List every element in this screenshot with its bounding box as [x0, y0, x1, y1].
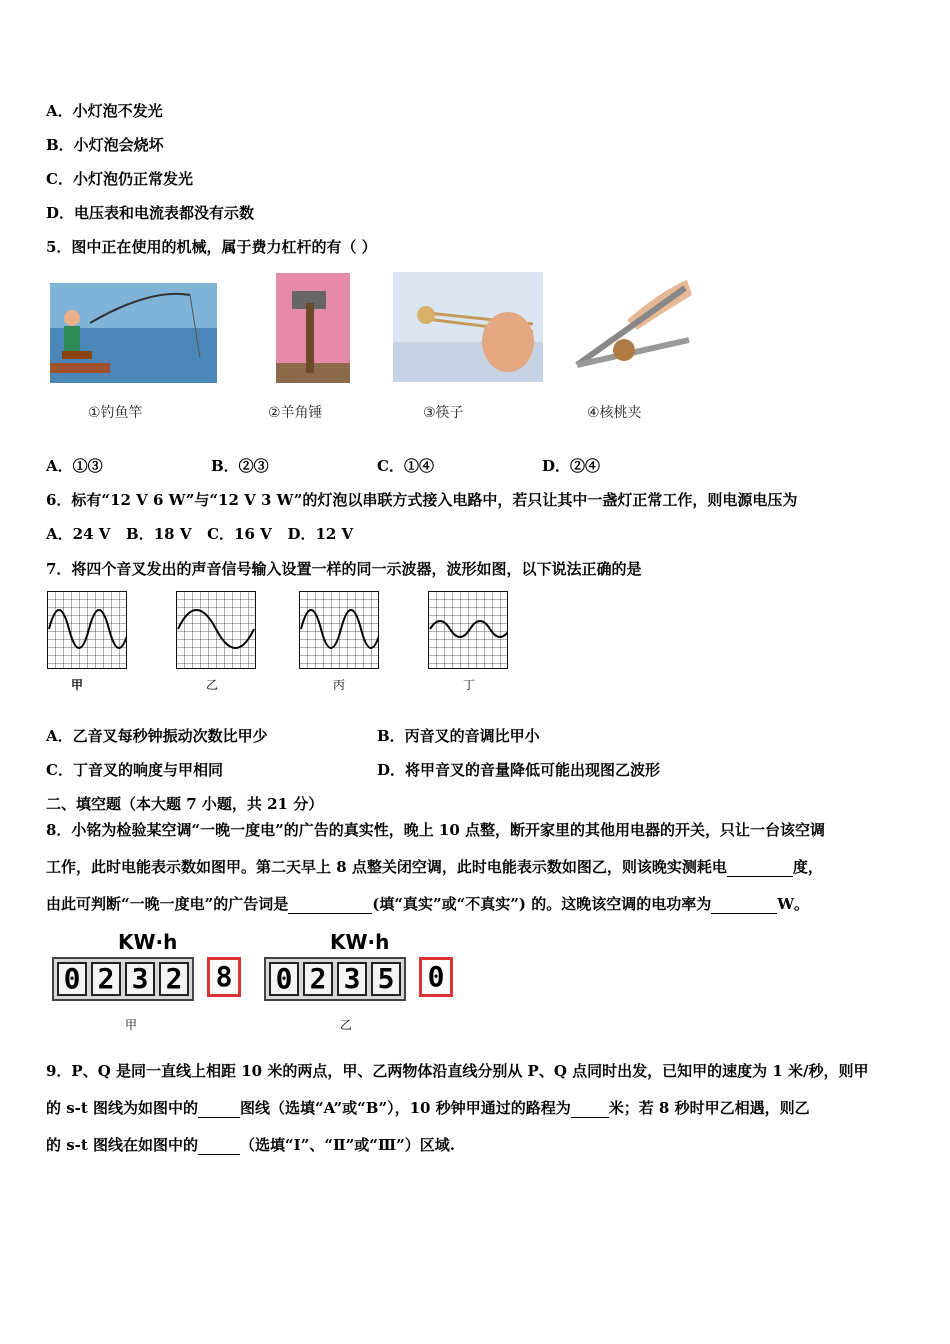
q9-line-3-text: 的 s-t 图线在如图中的: [46, 1136, 199, 1154]
meter-digit: 3: [337, 962, 367, 996]
waveform-label-jia: 甲: [71, 678, 84, 692]
waveform-label-ding: 丁: [463, 678, 476, 692]
q4-option-a: A．小灯泡不发光: [46, 102, 163, 120]
q4-option-d: D．电压表和电流表都没有示数: [46, 204, 255, 222]
waveform-label-bing: 丙: [333, 678, 346, 692]
meter-label-yi: 乙: [340, 1018, 353, 1032]
answer-blank[interactable]: [198, 1139, 240, 1155]
waveform-ding: [428, 591, 508, 669]
q9-line-2-mid: 图线（选填“A”或“B”），10 秒钟甲通过的路程为: [240, 1099, 571, 1117]
q8-line-2-tail: 度，: [792, 858, 823, 876]
q6-options: A．24 V B．18 V C．16 V D．12 V: [46, 525, 354, 543]
answer-blank[interactable]: [288, 898, 372, 914]
chopsticks-image: [393, 272, 543, 382]
q5-caption-2: ②羊角锤: [268, 405, 323, 421]
q8-line-3-tail: W。: [777, 895, 810, 913]
meter-unit-jia: KW·h: [118, 930, 178, 954]
meter-digit: 0: [269, 962, 299, 996]
q5-option-b: B．②③: [211, 457, 269, 475]
q7-option-d: D．将甲音叉的音量降低可能出现图乙波形: [377, 761, 661, 779]
q9-line-2: [46, 1098, 810, 1118]
meter-unit-yi: KW·h: [330, 930, 390, 954]
meter-digit: 2: [91, 962, 121, 996]
meter-decimal-yi: 0: [419, 957, 453, 997]
q9-line-2-tail: 米；若 8 秒时甲乙相遇，则乙: [608, 1099, 810, 1117]
answer-blank[interactable]: [571, 1102, 609, 1118]
q5-option-d: D．②④: [542, 457, 601, 475]
q9-line-3: [46, 1135, 455, 1155]
meter-decimal-jia: 8: [207, 957, 241, 997]
q9-line-3-tail: （选填“Ⅰ”、“Ⅱ”或“Ⅲ”）区域.: [240, 1136, 455, 1154]
q5-caption-3: ③筷子: [423, 405, 464, 421]
q6-stem: 6．标有“12 V 6 W”与“12 V 3 W”的灯泡以串联方式接入电路中，若只让其中一盏灯正常工作，则电源电压为: [46, 491, 798, 509]
answer-blank[interactable]: [727, 861, 793, 877]
q5-caption-4: ④核桃夹: [587, 405, 642, 421]
q7-option-b: B．丙音叉的音调比甲小: [377, 727, 540, 745]
q4-option-c: C．小灯泡仍正常发光: [46, 170, 193, 188]
q5-caption-1: ①钓鱼竿: [88, 405, 143, 421]
waveform-yi: [176, 591, 256, 669]
meter-jia: [52, 957, 194, 1001]
q7-stem: 7．将四个音叉发出的声音信号输入设置一样的同一示波器，波形如图，以下说法正确的是: [46, 560, 642, 578]
q8-line-3: [46, 894, 809, 914]
section-title: 二、填空题（本大题 7 小题，共 21 分）: [46, 795, 324, 813]
claw-hammer-image: [276, 273, 350, 383]
waveform-bing: [299, 591, 379, 669]
answer-blank[interactable]: [198, 1102, 240, 1118]
answer-blank[interactable]: [711, 898, 777, 914]
nutcracker-image: [567, 270, 694, 382]
q8-line-1: 8．小铭为检验某空调“一晚一度电”的广告的真实性，晚上 10 点整，断开家里的其他用电器的开关，只让一台该空调: [46, 821, 826, 839]
q7-option-c: C．丁音叉的响度与甲相同: [46, 761, 223, 779]
q8-line-3-text: 由此可判断“一晚一度电”的广告词是: [46, 895, 289, 913]
meter-yi: [264, 957, 406, 1001]
meter-digit: 5: [371, 962, 401, 996]
fishing-rod-image: [50, 283, 217, 383]
waveform-jia: [47, 591, 127, 669]
q7-option-a: A．乙音叉每秒钟振动次数比甲少: [46, 727, 268, 745]
q8-line-2: [46, 857, 823, 877]
q4-option-b: B．小灯泡会烧坏: [46, 136, 164, 154]
q8-line-3-mid: (填“真实”或“不真实”) 的。这晚该空调的电功率为: [372, 895, 712, 913]
q9-line-1: 9．P、Q 是同一直线上相距 10 米的两点，甲、乙两物体沿直线分别从 P、Q 点同时出发，已知甲的速度为 1 米/秒，则甲: [46, 1062, 869, 1080]
meter-label-jia: 甲: [125, 1018, 138, 1032]
q5-stem: 5．图中正在使用的机械，属于费力杠杆的有（ ）: [46, 238, 377, 256]
waveform-label-yi: 乙: [206, 678, 219, 692]
q5-option-a: A．①③: [46, 457, 103, 475]
meter-digit: 2: [159, 962, 189, 996]
meter-digit: 0: [57, 962, 87, 996]
meter-digit: 3: [125, 962, 155, 996]
meter-digit: 2: [303, 962, 333, 996]
q5-option-c: C．①④: [377, 457, 434, 475]
q8-line-2-text: 工作，此时电能表示数如图甲。第二天早上 8 点整关闭空调，此时电能表示数如图乙，则该晚实测耗电: [46, 858, 727, 876]
q9-line-2-text: 的 s-t 图线为如图中的: [46, 1099, 199, 1117]
